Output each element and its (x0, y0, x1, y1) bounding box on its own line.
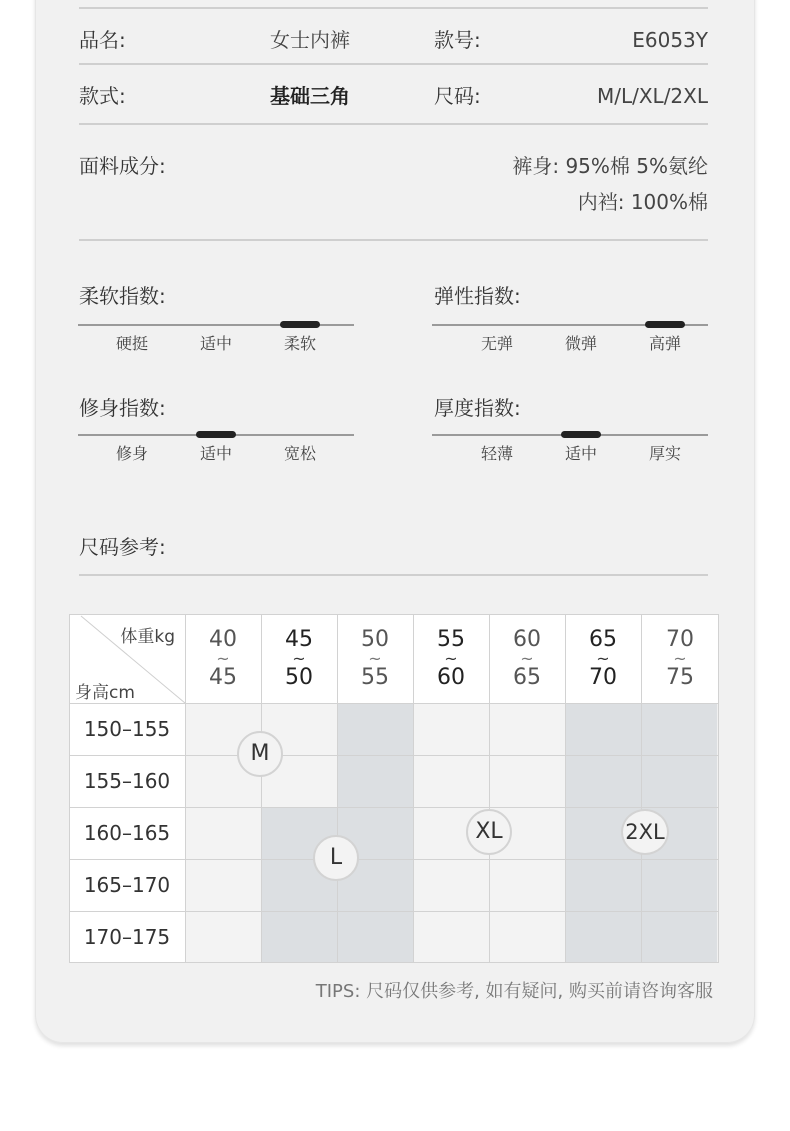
tilde: ~ (596, 649, 610, 668)
grid-line (69, 614, 719, 615)
tilde: ~ (673, 649, 687, 668)
softness-title: 柔软指数: (79, 284, 166, 308)
weight-to: 60 (437, 665, 465, 690)
height-row-label: 150–155 (69, 703, 185, 755)
weight-from: 65 (589, 627, 617, 652)
weight-from: 55 (437, 627, 465, 652)
weight-from: 50 (361, 627, 389, 652)
size-badge-L: L (313, 835, 359, 881)
meter-option: 高弹 (648, 334, 681, 353)
weight-header-60-65 (489, 614, 565, 703)
divider-4 (79, 574, 708, 576)
grid-line (69, 962, 719, 963)
meter-indicator (561, 431, 601, 438)
height-row-label: 165–170 (69, 859, 185, 911)
divider-top (79, 7, 708, 9)
tilde: ~ (444, 649, 458, 668)
thickness-meter (432, 434, 708, 474)
weight-to: 75 (666, 665, 694, 690)
tilde: ~ (520, 649, 534, 668)
cell-L-col-2 (261, 807, 337, 963)
cell-col-3 (337, 703, 413, 963)
weight-axis-label: 体重kg (120, 627, 175, 647)
size-badge-XL: XL (466, 809, 512, 855)
meter-indicator (280, 321, 320, 328)
tilde: ~ (368, 649, 382, 668)
elasticity-title: 弹性指数: (434, 284, 521, 308)
meter-option: 宽松 (283, 444, 316, 463)
weight-header-65-70 (565, 614, 641, 703)
height-row-label: 160–165 (69, 807, 185, 859)
weight-from: 60 (513, 627, 541, 652)
grid-line (69, 703, 719, 704)
divider-3 (79, 239, 708, 241)
size-value: M/L/XL/2XL (596, 84, 708, 108)
weight-from: 40 (209, 627, 237, 652)
softness-meter (78, 324, 354, 364)
weight-to: 50 (285, 665, 313, 690)
divider-2 (79, 123, 708, 125)
style-no-label: 款号: (434, 28, 481, 52)
meter-option: 适中 (199, 334, 232, 353)
tilde: ~ (216, 649, 230, 668)
name-label: 品名: (79, 28, 126, 52)
height-axis-label: 身高cm (75, 683, 135, 703)
weight-to: 45 (209, 665, 237, 690)
divider-1 (79, 63, 708, 65)
meter-option: 微弹 (564, 334, 597, 353)
meter-indicator (196, 431, 236, 438)
meter-option: 修身 (115, 444, 148, 463)
size-table (69, 614, 719, 963)
meter-option: 柔软 (283, 334, 316, 353)
height-row-label: 155–160 (69, 755, 185, 807)
size-badge-M: M (237, 731, 283, 777)
weight-to: 55 (361, 665, 389, 690)
table-corner (69, 614, 185, 703)
style-value: 基础三角 (270, 84, 350, 108)
fit-meter (78, 434, 354, 474)
style-label: 款式: (79, 84, 126, 108)
meter-option: 无弹 (480, 334, 513, 353)
meter-indicator (645, 321, 685, 328)
meter-option: 厚实 (648, 444, 681, 463)
weight-header-50-55 (337, 614, 413, 703)
style-no-value: E6053Y (632, 28, 708, 52)
fabric-crotch: 内裆: 100%棉 (577, 190, 708, 214)
grid-line (69, 911, 719, 912)
meter-option: 硬挺 (115, 334, 148, 353)
size-label: 尺码: (434, 84, 481, 108)
weight-header-40-45 (185, 614, 261, 703)
weight-to: 65 (513, 665, 541, 690)
height-row-label: 170–175 (69, 911, 185, 963)
fit-title: 修身指数: (79, 396, 166, 420)
size-badge-2XL: 2XL (621, 809, 669, 855)
size-ref-title: 尺码参考: (79, 535, 166, 559)
weight-header-45-50 (261, 614, 337, 703)
meter-option: 轻薄 (480, 444, 513, 463)
grid-line (69, 807, 719, 808)
weight-to: 70 (589, 665, 617, 690)
grid-line (69, 859, 719, 860)
name-value: 女士内裤 (270, 28, 350, 52)
size-tips: TIPS: 尺码仅供参考, 如有疑问, 购买前请咨询客服 (315, 981, 713, 1002)
grid-line (69, 755, 719, 756)
fabric-label: 面料成分: (79, 154, 166, 178)
weight-from: 70 (666, 627, 694, 652)
thickness-title: 厚度指数: (434, 396, 521, 420)
weight-from: 45 (285, 627, 313, 652)
weight-header-55-60 (413, 614, 489, 703)
tilde: ~ (292, 649, 306, 668)
meter-option: 适中 (199, 444, 232, 463)
elasticity-meter (432, 324, 708, 364)
meter-option: 适中 (564, 444, 597, 463)
weight-header-70-75 (641, 614, 719, 703)
fabric-body: 裤身: 95%棉 5%氨纶 (512, 154, 708, 178)
